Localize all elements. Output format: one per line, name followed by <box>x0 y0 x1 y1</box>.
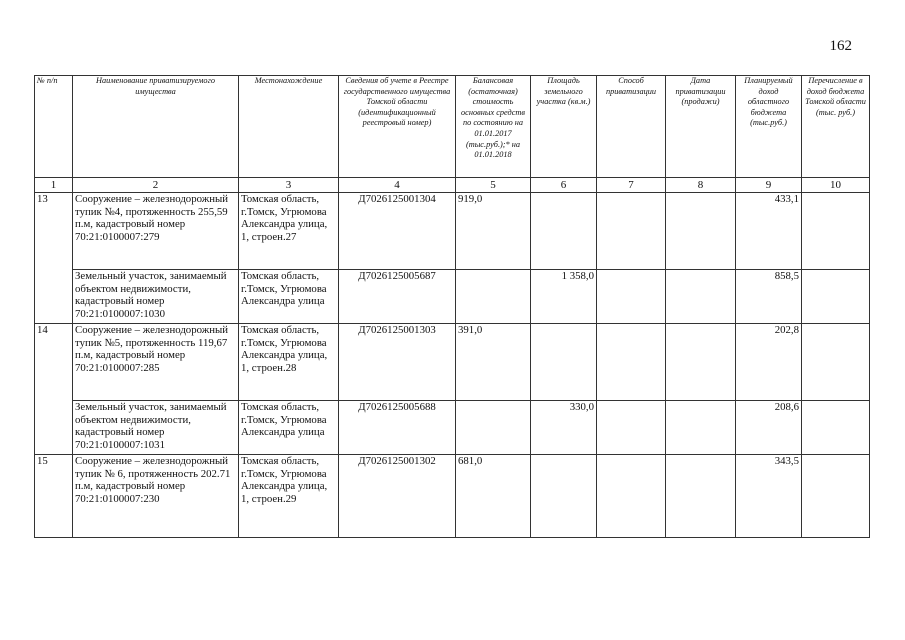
property-name: Сооружение – железнодорожный тупик № 6, протяженность 202.71 п.м, кадастровый номер 70:21:0100007:230 <box>73 455 239 538</box>
privatization-method <box>597 324 666 401</box>
row-number: 15 <box>35 455 73 538</box>
column-number: 9 <box>736 178 802 193</box>
header-cell: Сведения об учете в Реестре государственного имущества Томской области (идентификационный реестровый номер) <box>339 76 456 178</box>
planned-income: 433,1 <box>736 193 802 270</box>
privatization-method <box>597 401 666 455</box>
header-row <box>35 76 870 178</box>
balance-value: 919,0 <box>456 193 531 270</box>
table-row <box>35 270 870 324</box>
property-location: Томская область, г.Томск, Угрюмова Александра улица, 1, строен.27 <box>239 193 339 270</box>
column-number-row <box>35 178 870 193</box>
header-cell: Дата приватизации (продажи) <box>666 76 736 178</box>
row-number: 14 <box>35 324 73 455</box>
budget-transfer <box>802 324 870 401</box>
page-number: 162 <box>829 38 852 54</box>
header-cell: Наименование приватизируемого имущества <box>73 76 239 178</box>
privatization-date <box>666 401 736 455</box>
property-name: Земельный участок, занимаемый объектом недвижимости, кадастровый номер 70:21:0100007:1031 <box>73 401 239 455</box>
column-number: 6 <box>531 178 597 193</box>
land-area <box>531 455 597 538</box>
land-area: 330,0 <box>531 401 597 455</box>
property-name: Сооружение – железнодорожный тупик №5, протяженность 119,67 п.м, кадастровый номер 70:21:0100007:285 <box>73 324 239 401</box>
balance-value: 391,0 <box>456 324 531 401</box>
row-number: 13 <box>35 193 73 324</box>
column-number: 7 <box>597 178 666 193</box>
header-cell: Способ приватизации <box>597 76 666 178</box>
planned-income: 343,5 <box>736 455 802 538</box>
registry-number: Д7026125001304 <box>339 193 456 270</box>
balance-value: 681,0 <box>456 455 531 538</box>
planned-income: 858,5 <box>736 270 802 324</box>
table-row <box>35 401 870 455</box>
header-cell: Балансовая (остаточная) стоимость основных средств по состоянию на 01.01.2017 (тыс.руб.);* на 01.01.2018 <box>456 76 531 178</box>
privatization-date <box>666 324 736 401</box>
header-cell: № п/п <box>35 76 73 178</box>
column-number: 2 <box>73 178 239 193</box>
header-cell: Площадь земельного участка (кв.м.) <box>531 76 597 178</box>
header-cell: Планируемый доход областного бюджета (тыс.руб.) <box>736 76 802 178</box>
privatization-table <box>34 75 870 538</box>
balance-value <box>456 270 531 324</box>
table-row <box>35 324 870 401</box>
privatization-date <box>666 270 736 324</box>
land-area <box>531 193 597 270</box>
planned-income: 202,8 <box>736 324 802 401</box>
budget-transfer <box>802 401 870 455</box>
budget-transfer <box>802 193 870 270</box>
privatization-method <box>597 270 666 324</box>
privatization-date <box>666 193 736 270</box>
privatization-method <box>597 455 666 538</box>
budget-transfer <box>802 270 870 324</box>
table-row <box>35 455 870 538</box>
column-number: 10 <box>802 178 870 193</box>
property-location: Томская область, г.Томск, Угрюмова Александра улица, 1, строен.29 <box>239 455 339 538</box>
land-area <box>531 324 597 401</box>
property-name: Земельный участок, занимаемый объектом недвижимости, кадастровый номер 70:21:0100007:1030 <box>73 270 239 324</box>
registry-number: Д7026125001303 <box>339 324 456 401</box>
header-cell: Перечисление в доход бюджета Томской области (тыс. руб.) <box>802 76 870 178</box>
balance-value <box>456 401 531 455</box>
registry-number: Д7026125001302 <box>339 455 456 538</box>
column-number: 8 <box>666 178 736 193</box>
column-number: 5 <box>456 178 531 193</box>
registry-number: Д7026125005687 <box>339 270 456 324</box>
privatization-date <box>666 455 736 538</box>
property-name: Сооружение – железнодорожный тупик №4, протяженность 255,59 п.м, кадастровый номер 70:21:0100007:279 <box>73 193 239 270</box>
property-location: Томская область, г.Томск, Угрюмова Александра улица <box>239 401 339 455</box>
column-number: 1 <box>35 178 73 193</box>
table-row <box>35 193 870 270</box>
property-location: Томская область, г.Томск, Угрюмова Александра улица, 1, строен.28 <box>239 324 339 401</box>
privatization-method <box>597 193 666 270</box>
land-area: 1 358,0 <box>531 270 597 324</box>
column-number: 3 <box>239 178 339 193</box>
column-number: 4 <box>339 178 456 193</box>
budget-transfer <box>802 455 870 538</box>
registry-number: Д7026125005688 <box>339 401 456 455</box>
header-cell: Местонахождение <box>239 76 339 178</box>
planned-income: 208,6 <box>736 401 802 455</box>
property-location: Томская область, г.Томск, Угрюмова Александра улица <box>239 270 339 324</box>
